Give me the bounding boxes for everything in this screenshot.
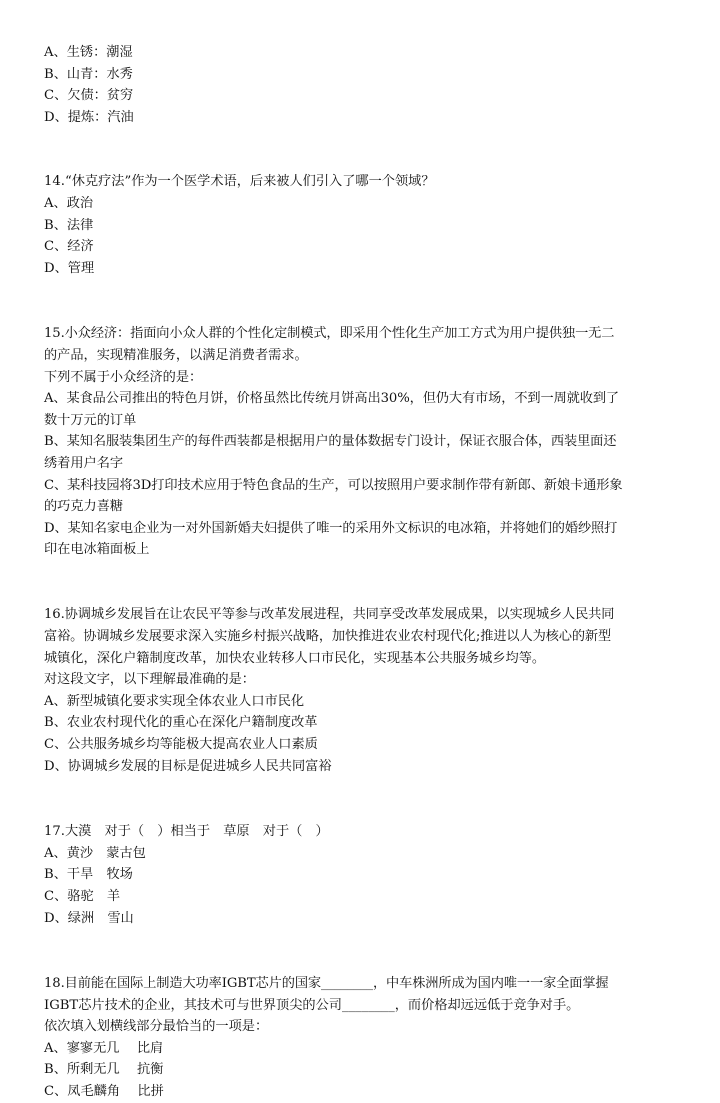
spacer [44,561,684,605]
option-15-a-cont: 数十万元的订单 [44,412,137,428]
question-15-prompt: 下列不属于小众经济的是： [44,369,203,385]
option-17-d: D、绿洲 雪山 [44,910,134,926]
question-18-prompt: 依次填入划横线部分最恰当的一项是： [44,1019,269,1035]
question-18-stem-line: IGBT芯片技术的企业，其技术可与世界顶尖的公司________，而价格却远远低于竞争对手。 [44,997,580,1013]
option-16-c: C、公共服务城乡均等能极大提高农业人口素质 [44,736,318,752]
spacer [44,777,684,821]
option-16-d: D、协调城乡发展的目标是促进城乡人民共同富裕 [44,758,332,774]
question-13-options [44,42,684,128]
option-17-b: B、干旱 牧场 [44,867,133,883]
question-16-stem-line: 富裕。协调城乡发展要求深入实施乡村振兴战略，加快推进农业农村现代化;推进以人为核心的新型 [44,628,612,644]
option-15-c: C、某科技园将3D打印技术应用于特色食品的生产，可以按照用户要求制作带有新郎、新娘卡通形象 [44,477,623,493]
question-18 [44,973,684,1103]
question-15-stem-line: 15.小众经济：指面向小众人群的个性化定制模式，即采用个性化生产加工方式为用户提供独一无二 [44,326,615,342]
option-16-a: A、新型城镇化要求实现全体农业人口市民化 [44,693,305,709]
option-16-b: B、农业农村现代化的重心在深化户籍制度改革 [44,715,318,731]
option-15-b: B、某知名服装集团生产的每件西装都是根据用户的量体数据专门设计，保证衣服合体，西装里面还 [44,434,617,450]
question-14-stem: 14.“休克疗法”作为一个医学术语，后来被人们引入了哪一个领域？ [44,174,435,190]
option-13-c: C、欠债：贫穷 [44,88,134,104]
option-18-a: A、寥寥无几 比肩 [44,1040,164,1056]
option-17-a: A、黄沙 蒙古包 [44,845,146,861]
option-13-d: D、提炼：汽油 [44,109,134,125]
option-15-b-cont: 绣着用户名字 [44,455,124,471]
option-17-c: C、骆驼 羊 [44,888,121,904]
option-14-a: A、政治 [44,195,94,211]
question-18-stem-line: 18.目前能在国际上制造大功率IGBT芯片的国家________，中车株洲所成为国内唯一一家全面掌握 [44,976,609,992]
question-16-prompt: 对这段文字，以下理解最准确的是： [44,672,255,688]
question-14 [44,171,684,279]
option-15-d-cont: 印在电冰箱面板上 [44,542,150,558]
option-14-b: B、法律 [44,217,94,233]
question-17-stem: 17.大漠 对于（ ）相当于 草原 对于（ ） [44,824,329,840]
question-15-stem-line: 的产品，实现精准服务，以满足消费者需求。 [44,347,308,363]
spacer [44,929,684,973]
question-15 [44,323,684,561]
question-17 [44,821,684,929]
option-15-a: A、某食品公司推出的特色月饼，价格虽然比传统月饼高出30%，但仍大有市场，不到一周就收到了 [44,391,620,407]
option-15-d: D、某知名家电企业为一对外国新婚夫妇提供了唯一的采用外文标识的电冰箱，并将她们的婚纱照打 [44,520,618,536]
question-16-stem-line: 16.协调城乡发展旨在让农民平等参与改革发展进程，共同享受改革发展成果，以实现城乡人民共同 [44,607,615,623]
spacer [44,128,684,171]
option-18-c: C、凤毛麟角 比拼 [44,1084,164,1100]
option-13-a: A、生锈：潮湿 [44,45,133,60]
option-14-c: C、经济 [44,239,94,255]
option-13-b: B、山青：水秀 [44,66,133,82]
option-14-d: D、管理 [44,260,95,276]
spacer [44,279,684,323]
exam-page [44,42,684,1103]
option-15-c-cont: 的巧克力喜糖 [44,499,124,515]
option-18-b: B、所剩无几 抗衡 [44,1062,164,1078]
question-16-stem-line: 城镇化，深化户籍制度改革，加快农业转移人口市民化，实现基本公共服务城乡均等。 [44,650,546,666]
question-16 [44,604,684,777]
